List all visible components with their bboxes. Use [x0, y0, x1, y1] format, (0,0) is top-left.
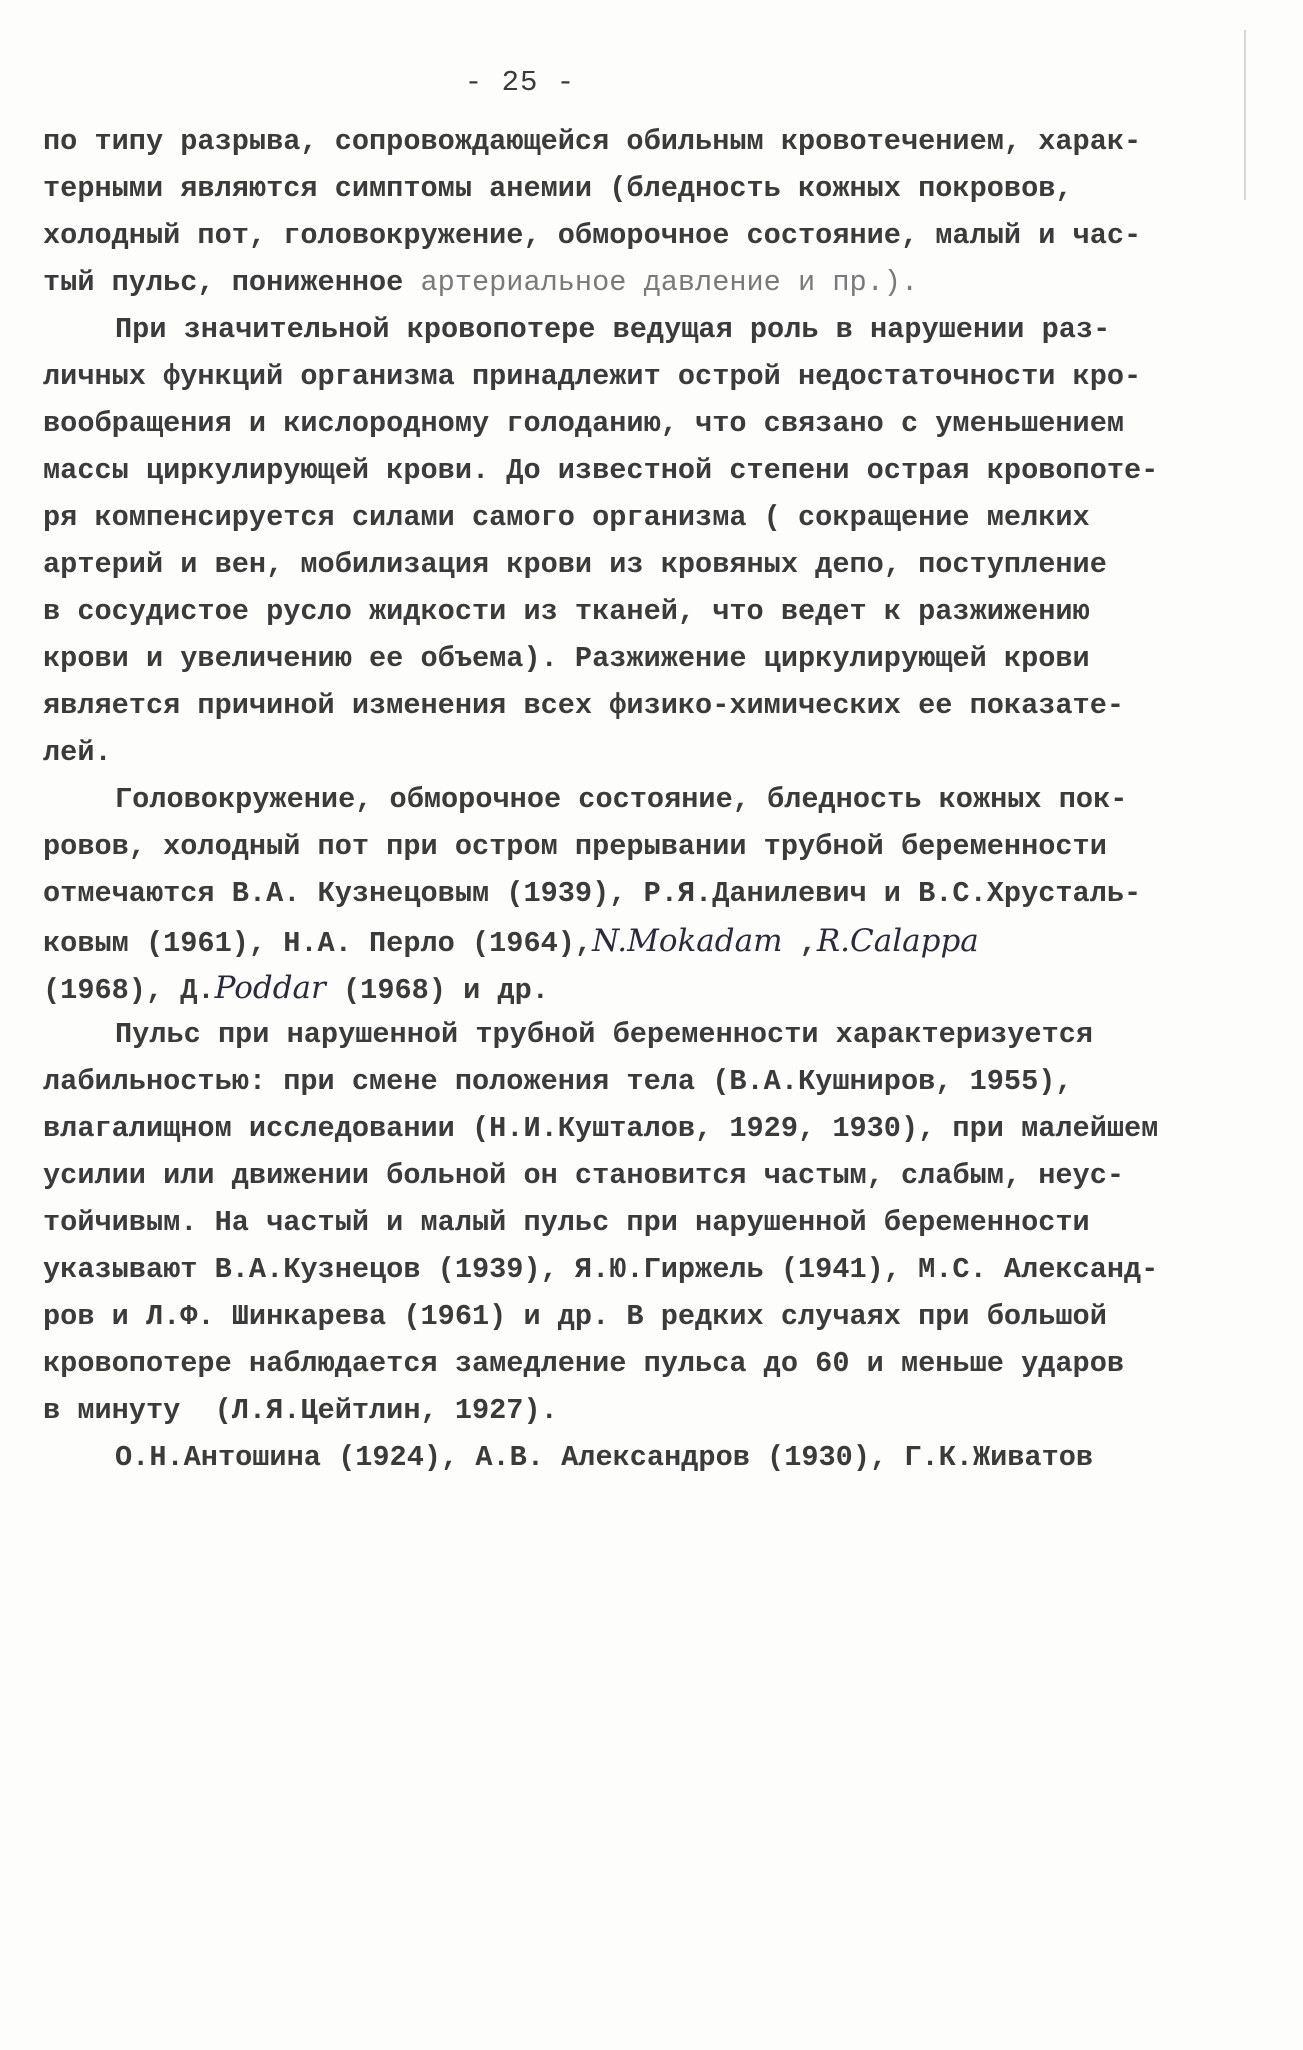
text-line-with-handwriting [43, 970, 549, 1009]
page-number: - 25 - [464, 66, 576, 99]
text-line: массы циркулирующей крови. До известной степени острая кровопоте- [43, 454, 1159, 487]
text-line: ровов, холодный пот при остром прерывании трубной беременности [43, 830, 1107, 863]
text-typed-segment: (1968) и др. [325, 974, 549, 1007]
page-edge-mark [1244, 30, 1246, 200]
text-line: крови и увеличению ее объема). Разжижение циркулирующей крови [43, 642, 1090, 675]
handwritten-name: R.Calappa [816, 923, 979, 959]
text-line: кровопотере наблюдается замедление пульса до 60 и меньше ударов [43, 1347, 1125, 1380]
text-line: личных функций организма принадлежит острой недостаточности кро- [43, 360, 1142, 393]
text-line: холодный пот, головокружение, обморочное состояние, малый и час- [43, 219, 1142, 252]
text-line: тойчивым. На частый и малый пульс при нарушенной беременности [43, 1206, 1090, 1239]
paragraph-first-line: Головокружение, обморочное состояние, бледность кожных пок- [115, 783, 1128, 816]
text-line-mixed [43, 265, 918, 301]
handwritten-name: Poddar [214, 970, 326, 1006]
paragraph-first-line: О.Н.Антошина (1924), А.В. Александров (1930), Г.К.Живатов [115, 1441, 1094, 1474]
text-line: указывают В.А.Кузнецов (1939), Я.Ю.Гиржель (1941), М.С. Александ- [43, 1253, 1159, 1286]
text-line: ря компенсируется силами самого организма ( сокращение мелких [43, 501, 1090, 534]
text-line: по типу разрыва, сопровождающейся обильным кровотечением, харак- [43, 125, 1142, 158]
text-line: терными являются симптомы анемии (бледность кожных покровов, [43, 172, 1073, 205]
text-line: в сосудистое русло жидкости из тканей, что ведет к разжижению [43, 595, 1090, 628]
text-bold-segment: тый пульс, пониженное [43, 266, 421, 299]
text-typed-segment: (1968), Д. [43, 974, 215, 1007]
text-typed-segment: ковым (1961), Н.А. Перло (1964), [43, 927, 593, 960]
paragraph-first-line: Пульс при нарушенной трубной беременности характеризуется [115, 1018, 1094, 1051]
text-typed-segment: , [782, 927, 817, 960]
text-line: лей. [43, 736, 112, 769]
text-line: усилии или движении больной он становится частым, слабым, неус- [43, 1159, 1125, 1192]
text-line: ров и Л.Ф. Шинкарева (1961) и др. В редких случаях при большой [43, 1300, 1107, 1333]
text-line: артерий и вен, мобилизация крови из кровяных депо, поступление [43, 548, 1107, 581]
text-line: является причиной изменения всех физико-химических ее показате- [43, 689, 1125, 722]
handwritten-name: N.Mokadam [592, 923, 783, 959]
text-line: влагалищном исследовании (Н.И.Кушталов, 1929, 1930), при малейшем [43, 1112, 1159, 1145]
text-line-with-handwriting [43, 923, 979, 962]
text-faint-segment: артериальное давление и пр.). [420, 266, 919, 299]
text-line: отмечаются В.А. Кузнецовым (1939), Р.Я.Данилевич и В.С.Хрусталь- [43, 877, 1142, 910]
text-line: вообращения и кислородному голоданию, что связано с уменьшением [43, 407, 1125, 440]
text-line: в минуту (Л.Я.Цейтлин, 1927). [43, 1394, 558, 1427]
text-line: лабильностью: при смене положения тела (В.А.Кушниров, 1955), [43, 1065, 1073, 1098]
paragraph-first-line: При значительной кровопотере ведущая роль в нарушении раз- [115, 313, 1111, 346]
